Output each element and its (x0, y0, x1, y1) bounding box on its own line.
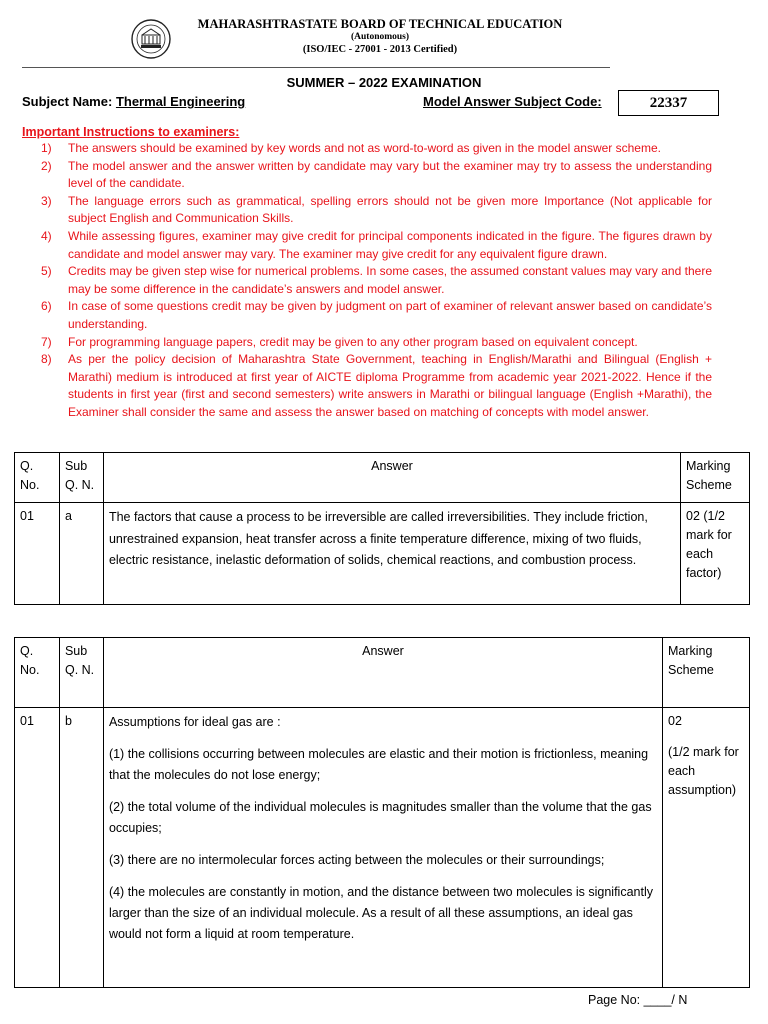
instruction-number: 4) (41, 228, 52, 243)
instructions-title: Important Instructions to examiners: (22, 125, 240, 139)
autonomous-label: (Autonomous) (350, 32, 410, 42)
instruction-number: 5) (41, 264, 52, 279)
instruction-item (22, 140, 712, 158)
instruction-item (22, 263, 712, 298)
instruction-text: While assessing figures, examiner may give credit for principal components indicated in the figure. The figures drawn by candidate and model answer may vary. The examiner may give credit for any equivalent figure drawn. (68, 228, 712, 261)
instruction-item (22, 351, 712, 421)
instruction-number: 1) (41, 141, 52, 155)
instruction-number: 2) (41, 158, 52, 173)
table-header-row (15, 453, 750, 503)
sub-q-header: Sub Q. N. (59, 638, 103, 708)
answer-cell: The factors that cause a process to be irreversible are called irreversibilities. They include friction, unrestrained expansion, heat transfer across a finite temperature difference, mixing of two fluids, electric resistance, inelastic deformation of solids, chemical reactions, and combustion process. (103, 503, 680, 605)
instruction-item (22, 228, 712, 263)
q-no-header: Q. No. (15, 453, 60, 503)
subject-name: Thermal Engineering (115, 94, 246, 109)
answer-point: (4) the molecules are constantly in motion, and the distance between two molecules is significantly larger than the size of an individual molecule. As a result of all these assumptions, an ideal gas would not form a liquid at room temperature. (108, 885, 653, 941)
answer-table-1b (14, 637, 750, 988)
instruction-item (22, 334, 712, 352)
instruction-number: 8) (41, 352, 52, 367)
q-no-cell: 01 (15, 503, 60, 605)
answer-point: (2) the total volume of the individual molecules is magnitudes smaller than the volume that the gas occupies; (108, 800, 652, 835)
instruction-text: In case of some questions credit may be given by judgment on part of examiner of relevant answer based on candidate’s understanding. (68, 299, 712, 331)
instruction-item (22, 158, 712, 193)
instruction-text: As per the policy decision of Maharashtra State Government, teaching in English/Marathi and Bilingual (English + Marathi) medium is introduced at first year of AICTE diploma Programme from academic year 2021-2022. Hence if the students in first year (first and second semesters) write answers in Marathi or bilingual language (English +Marathi), the Examiner shall consider the same and assess the answer based on matching of concepts with model answer. (68, 352, 712, 419)
subject-line (22, 94, 245, 109)
marking-note: (1/2 mark for each assumption) (668, 745, 739, 797)
table-row (15, 708, 750, 988)
sub-q-header: Sub Q. N. (59, 453, 103, 503)
instruction-text: Credits may be given step wise for numerical problems. In some cases, the assumed constant values may vary and there may be some difference in the candidate’s answers and model answer. (68, 264, 712, 296)
sub-q-cell: a (59, 503, 103, 605)
subject-code: 22337 (618, 90, 719, 116)
subject-code-label: Model Answer Subject Code: (423, 94, 602, 109)
page-number: Page No: ____/ N (588, 993, 688, 1007)
marking-cell (663, 708, 750, 988)
table-row (15, 503, 750, 605)
table-header-row (15, 638, 750, 708)
exam-title: SUMMER – 2022 EXAMINATION (286, 75, 482, 90)
instruction-number: 7) (41, 334, 52, 349)
q-no-header: Q. No. (15, 638, 60, 708)
marking-scheme-header: Marking Scheme (663, 638, 750, 708)
board-name: MAHARASHTRASTATE BOARD OF TECHNICAL EDUCATION (197, 17, 563, 31)
marking-value: 02 (668, 714, 682, 728)
marking-cell: 02 (1/2 mark for each factor) (681, 503, 750, 605)
marking-scheme-header: Marking Scheme (681, 453, 750, 503)
answer-table-1a (14, 452, 750, 605)
answer-header: Answer (103, 453, 680, 503)
answer-point: (3) there are no intermolecular forces acting between the molecules or their surroundings; (108, 853, 605, 867)
certification-label: (ISO/IEC - 27001 - 2013 Certified) (302, 44, 458, 55)
sub-q-cell: b (59, 708, 103, 988)
header-divider (22, 67, 610, 68)
answer-point: (1) the collisions occurring between molecules are elastic and their motion is frictionless, meaning that the molecules do not lose energy; (108, 747, 649, 782)
instruction-item (22, 298, 712, 333)
answer-cell (103, 708, 662, 988)
q-no-cell: 01 (15, 708, 60, 988)
instructions-list (22, 140, 712, 422)
answer-header: Answer (103, 638, 662, 708)
instruction-text: The answers should be examined by key words and not as word-to-word as given in the model answer scheme. (68, 141, 661, 155)
instruction-number: 3) (41, 193, 52, 208)
instruction-text: The language errors such as grammatical, spelling errors should not be given more Importance (Not applicable for subject English and Communication Skills. (68, 193, 712, 226)
instruction-text: For programming language papers, credit may be given to any other program based on equivalent concept. (68, 334, 638, 349)
instruction-item (22, 193, 712, 228)
answer-intro: Assumptions for ideal gas are : (108, 715, 281, 729)
instruction-number: 6) (41, 299, 52, 314)
subject-label: Subject Name: (22, 94, 113, 109)
instruction-text: The model answer and the answer written by candidate may vary but the examiner may try to assess the understanding level of the candidate. (68, 158, 712, 191)
